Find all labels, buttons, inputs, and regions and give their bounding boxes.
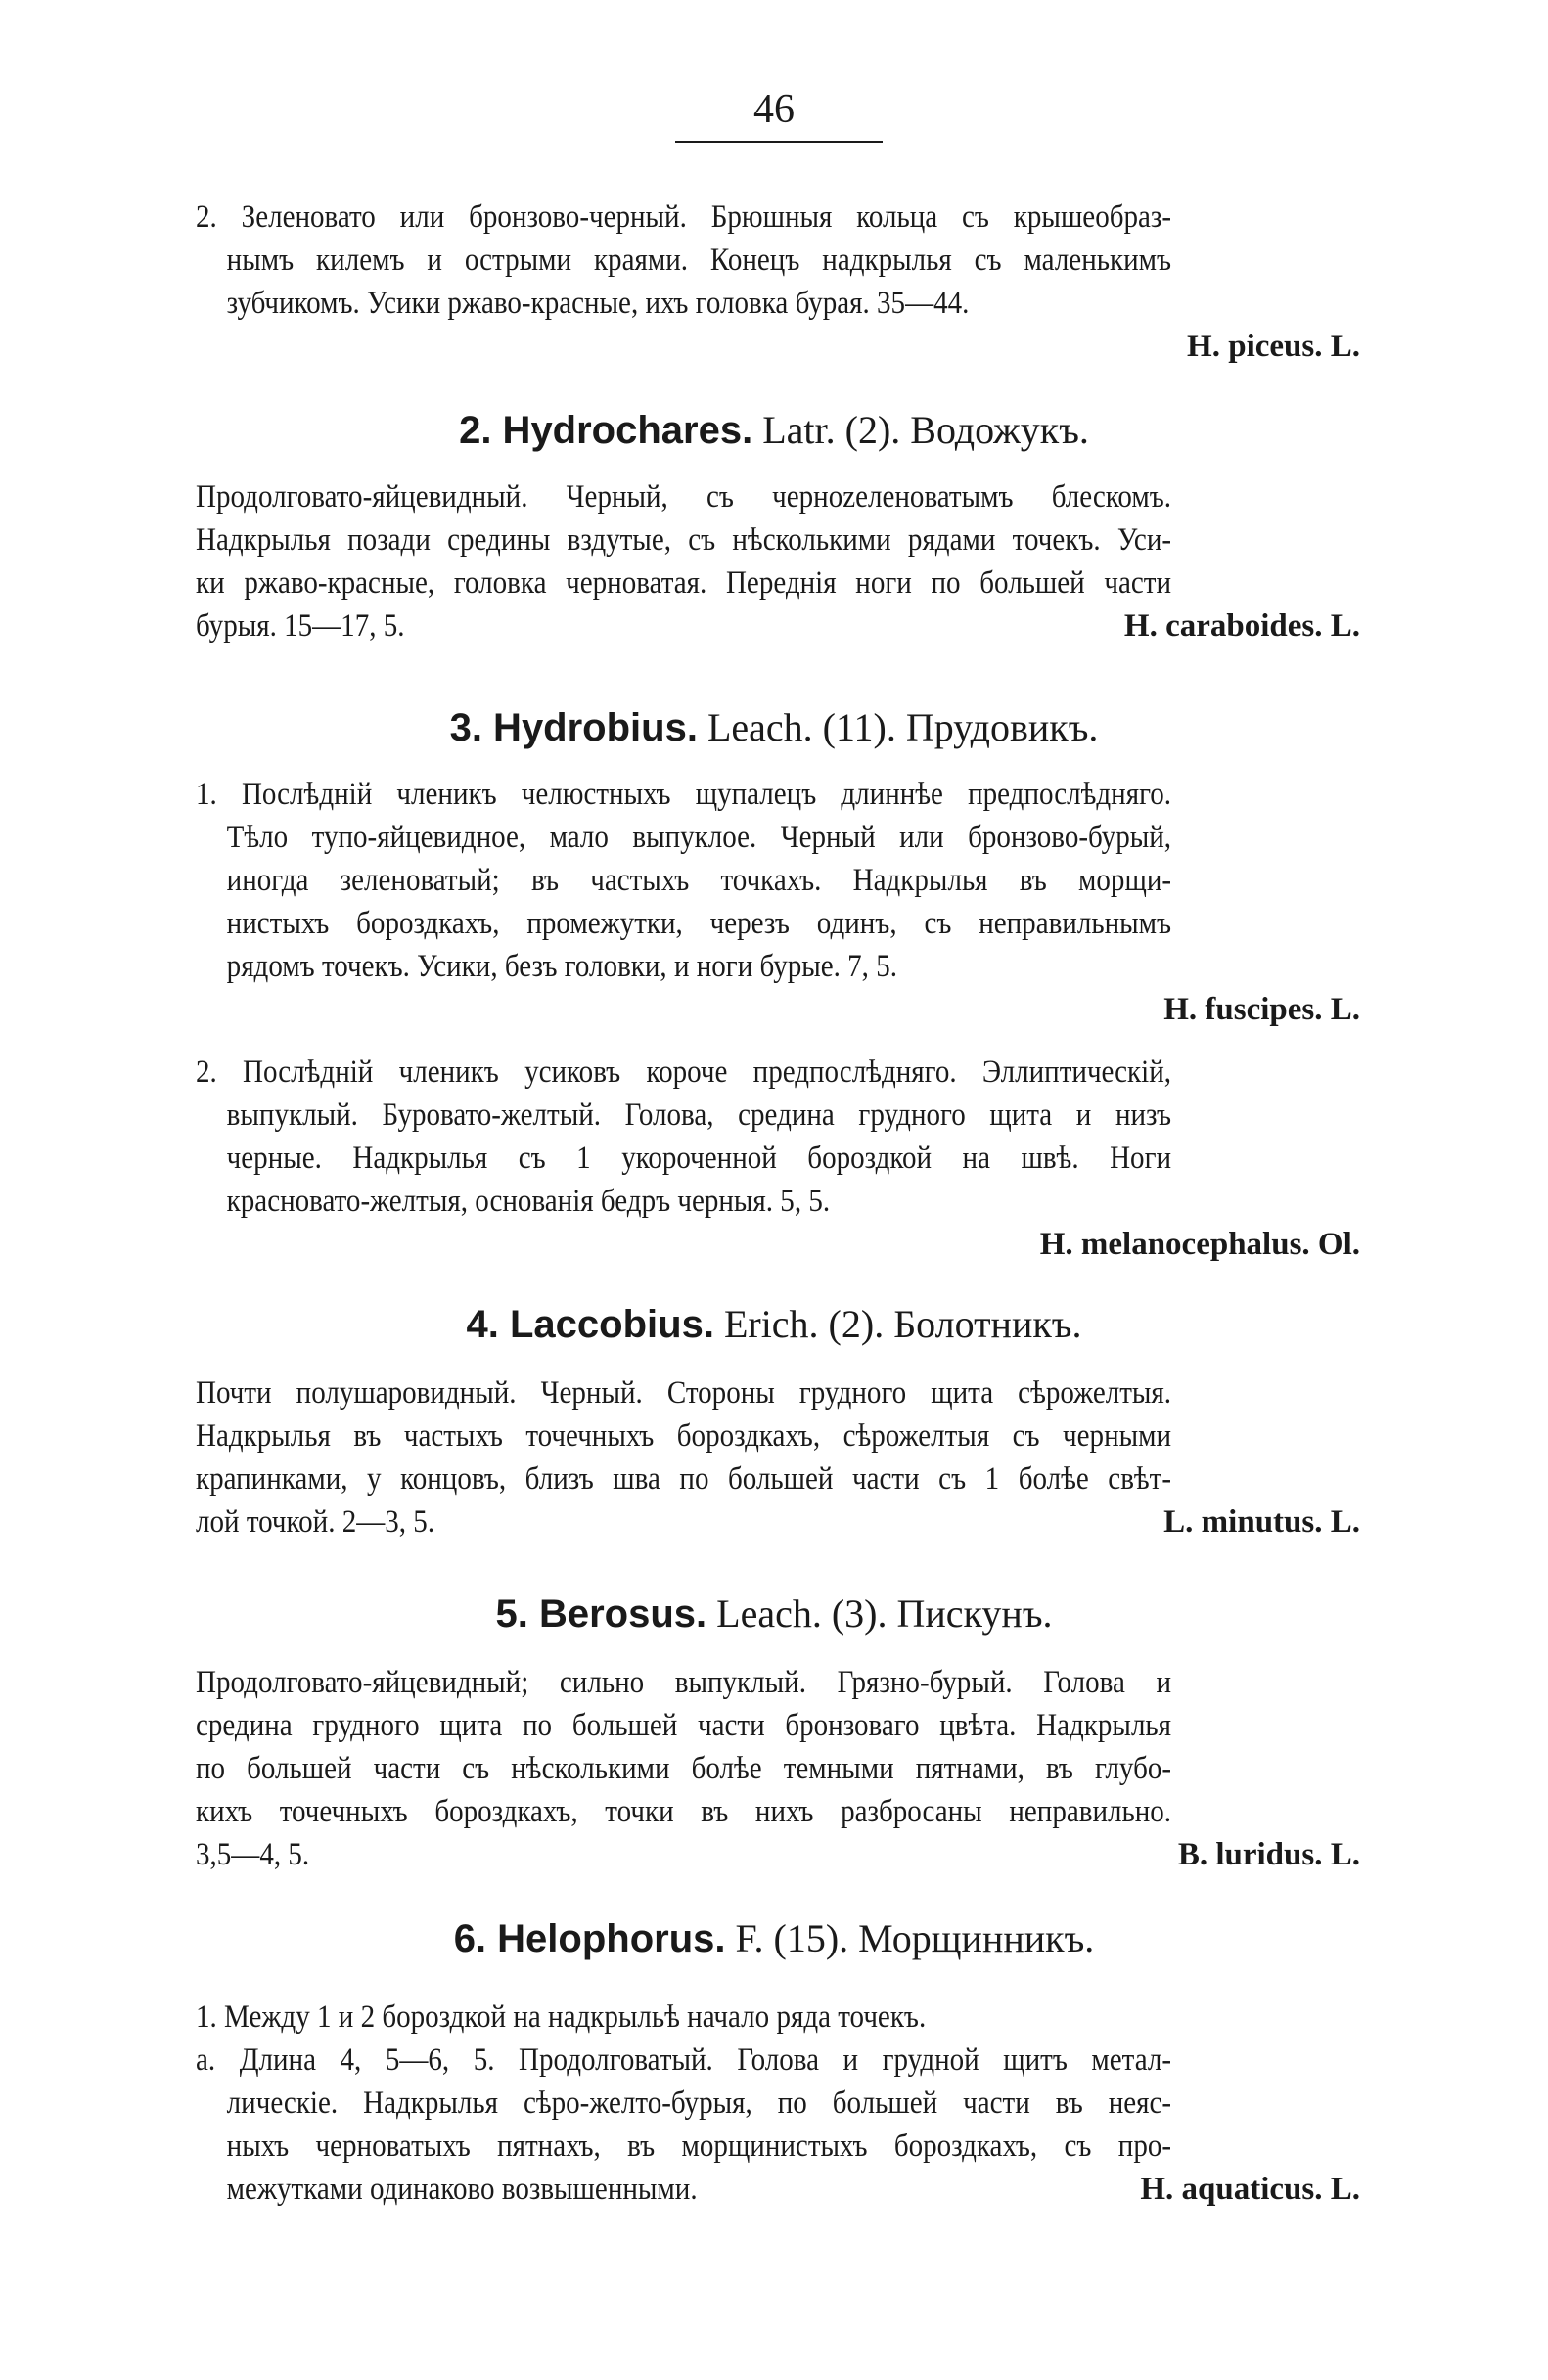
text-line: бурыя. 15—17, 5. [196, 608, 405, 644]
page-number-rule [675, 141, 883, 143]
entry-aquaticus [196, 1996, 1419, 2211]
genus-name: 4. Laccobius. [466, 1303, 714, 1346]
text-line: крапинками, у концовъ, близъ шва по большей части съ 1 болѣе свѣт- [196, 1461, 1172, 1497]
genus-name: 3. Hydrobius. [449, 706, 698, 749]
species-name: H. melanocephalus. Ol. [1039, 1227, 1360, 1262]
text-line: 1. Между 1 и 2 бороздкой на надкрыльѣ начало ряда точекъ. [196, 1999, 927, 2035]
text-line: по большей части съ нѣсколькими болѣе темными пятнами, въ глубо- [196, 1751, 1172, 1786]
entry-fuscipes [196, 773, 1419, 1031]
page-number: 46 [753, 87, 795, 132]
text-line: ныхъ черноватыхъ пятнахъ, въ морщинистыхъ бороздкахъ, съ про- [226, 2129, 1172, 2164]
genus-author: Leach. (3). Пискунъ. [716, 1592, 1053, 1636]
text-line: нистыхъ бороздкахъ, промежутки, черезъ одинъ, съ неправильнымъ [226, 906, 1172, 941]
text-line: 3,5—4, 5. [196, 1837, 310, 1872]
text-line: Надкрылья позади средины вздутые, съ нѣсколькими рядами точекъ. Уси- [196, 522, 1172, 558]
text-line: межутками одинаково возвышенными. [226, 2172, 698, 2207]
species-name: H. aquaticus. L. [1140, 2172, 1360, 2207]
text-line: Надкрылья въ частыхъ точечныхъ бороздкахъ, сѣрожелтыя съ черными [196, 1418, 1172, 1454]
entry-luridus [196, 1661, 1419, 1876]
text-line: 1. Послѣдній членикъ челюстныхъ щупалецъ длиннѣе предпослѣдняго. [196, 777, 1172, 812]
text-line: черные. Надкрылья съ 1 укороченной бороздкой на швѣ. Ноги [226, 1141, 1172, 1176]
entry-caraboides [196, 475, 1419, 648]
genus-author: Latr. (2). Водожукъ. [762, 408, 1089, 452]
genus-author: F. (15). Морщинникъ. [735, 1916, 1095, 1960]
text-line: 2. Зеленовато или бронзово-черный. Брюшныя кольца съ крышеобраз- [196, 200, 1172, 235]
text-line: Продолговато-яйцевидный. Черный, съ черноzеленоватымъ блескомъ. [196, 479, 1172, 515]
text-line: a. Длина 4, 5—6, 5. Продолговатый. Голова и грудной щитъ метал- [196, 2043, 1172, 2078]
species-name: B. luridus. L. [1177, 1837, 1360, 1872]
species-name: H. caraboides. L. [1123, 608, 1360, 644]
text-line: нымъ килемъ и острыми краями. Конецъ надкрылья съ маленькимъ [226, 243, 1172, 278]
text-line: кихъ точечныхъ бороздкахъ, точки въ нихъ разбросаны неправильно. [196, 1794, 1172, 1829]
text-line: 2. Послѣдній членикъ усиковъ короче предпослѣдняго. Эллиптическій, [196, 1055, 1172, 1090]
text-line: иногда зеленоватый; въ частыхъ точкахъ. Надкрылья въ морщи- [226, 863, 1172, 898]
genus-heading-laccobius [0, 1297, 1548, 1352]
text-line: ки ржаво-красные, головка черноватая. Переднія ноги по большей части [196, 565, 1172, 601]
text-line: рядомъ точекъ. Усики, безъ головки, и ноги бурые. 7, 5. [226, 949, 897, 984]
species-name: L. minutus. L. [1163, 1504, 1360, 1540]
text-line: зубчикомъ. Усики ржаво-красные, ихъ головка бурая. 35—44. [226, 286, 970, 321]
genus-author: Erich. (2). Болотникъ. [723, 1302, 1082, 1346]
genus-author: Leach. (11). Прудовикъ. [706, 705, 1099, 749]
entry-piceus [196, 196, 1419, 368]
genus-name: 6. Helophorus. [453, 1917, 726, 1960]
text-line: Продолговато-яйцевидный; сильно выпуклый. Грязно-бурый. Голова и [196, 1665, 1172, 1700]
genus-name: 5. Berosus. [495, 1593, 707, 1636]
text-line: лическіе. Надкрылья сѣро-желто-бурыя, по большей части въ неяс- [226, 2086, 1172, 2121]
text-line: выпуклый. Буровато-желтый. Голова, средина грудного щита и низъ [226, 1098, 1172, 1133]
text-line: средина грудного щита по большей части бронзоваго цвѣта. Надкрылья [196, 1708, 1172, 1743]
genus-heading-berosus [0, 1587, 1548, 1641]
genus-heading-hydrobius [0, 700, 1548, 755]
text-line: красновато-желтыя, основанія бедръ черныя. 5, 5. [226, 1184, 831, 1219]
entry-minutus [196, 1371, 1419, 1544]
entry-melanocephalus [196, 1051, 1419, 1266]
species-name: H. piceus. L. [1187, 329, 1360, 364]
genus-name: 2. Hydrochares. [459, 409, 753, 452]
text-line: Тѣло тупо-яйцевидное, мало выпуклое. Черный или бронзово-бурый, [226, 820, 1172, 855]
species-name: H. fuscipes. L. [1163, 992, 1360, 1027]
text-line: Почти полушаровидный. Черный. Стороны грудного щита сѣрожелтыя. [196, 1375, 1172, 1411]
genus-heading-helophorus [0, 1911, 1548, 1966]
genus-heading-hydrochares [0, 403, 1548, 458]
text-line: лой точкой. 2—3, 5. [196, 1504, 435, 1540]
